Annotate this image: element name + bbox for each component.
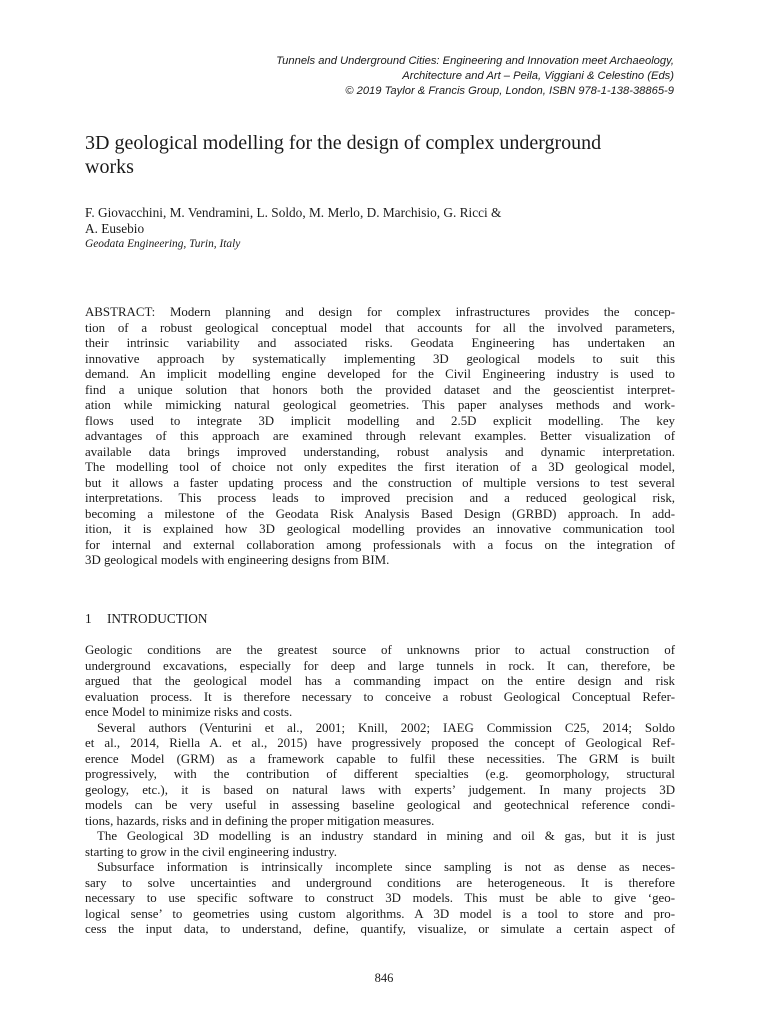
authors-line: A. Eusebio [85,221,145,236]
section-heading [85,611,207,627]
abstract-line: interpretations. This process leads to improved precision and a reduced geological risk, [85,491,675,505]
title-line: works [85,156,134,178]
body-line: Several authors (Venturini et al., 2001; Knill, 2002; IAEG Commission C25, 2014; Soldo [97,720,675,735]
page-number: 846 [374,971,394,985]
body-line: sary to solve uncertainties and underground conditions are heterogeneous. It is therefore [85,875,675,890]
title-line: 3D geological modelling for the design of complex underground [85,132,602,154]
abstract-line: for internal and external collaboration among professionals with a focus on the integration of [85,537,675,552]
paper-title [85,131,685,179]
body-line: geology, etc.), it is based on natural laws with experts’ judgement. In many projects 3D [85,782,675,797]
abstract-line: The modelling tool of choice not only expedites the first iteration of a 3D geological model, [85,460,675,474]
running-header [114,54,674,100]
body-line: starting to grow in the civil engineering industry. [85,844,337,859]
body-line: logical sense’ to geometries using custom algorithms. A 3D model is a tool to store and pro- [85,906,675,921]
authors-line: F. Giovacchini, M. Vendramini, L. Soldo, M. Merlo, D. Marchisio, G. Ricci & [85,205,502,220]
body-line: et al., 2014, Riella A. et al., 2015) have progressively proposed the concept of Geological Ref- [85,736,675,750]
abstract-line: ation while mimicking natural geological geometries. This paper analyses methods and work- [85,398,675,412]
abstract-line: demand. An implicit modelling engine developed for the Civil Engineering industry is used to [85,367,675,381]
author-list [85,205,685,237]
abstract-line: ition, it is explained how 3D geological modelling provides an innovative communication tool [85,522,675,536]
body-line: argued that the geological model has a commanding impact on the entire design and risk [85,674,675,688]
abstract-line: tion of a robust geological conceptual model that accounts for all the involved parameters, [85,320,675,335]
abstract-line: available data brings improved understanding, robust analysis and dynamic interpretation. [85,444,675,459]
header-line: © 2019 Taylor & Francis Group, London, ISBN 978-1-138-38865-9 [345,85,674,98]
body-line: erence Model (GRM) as a framework capable to fulfil these necessities. The GRM is built [85,751,675,766]
body-line: Subsurface information is intrinsically incomplete since sampling is not as dense as neces- [97,860,675,874]
body-line: underground excavations, especially for deep and large tunnels in rock. It can, therefore, be [85,658,675,673]
abstract-line: ABSTRACT: Modern planning and design for complex infrastructures provides the concep- [85,305,675,319]
body-line: Geologic conditions are the greatest source of unknowns prior to actual construction of [85,643,675,657]
introduction-body [85,643,675,938]
abstract-line: becoming a milestone of the Geodata Risk Analysis Based Design (GRBD) approach. In add- [85,506,675,521]
abstract-line: advantages of this approach are examined through relevant examples. Better visualization of [85,429,675,443]
affiliation: Geodata Engineering, Turin, Italy [85,238,241,250]
body-line: The Geological 3D modelling is an industry standard in mining and oil & gas, but it is just [97,829,675,843]
body-line: models can be very useful in assessing baseline geological and geotechnical reference condi- [85,798,675,812]
section-number: 1 [85,611,92,626]
header-line: Architecture and Art – Peila, Viggiani & Celestino (Eds) [402,70,674,83]
header-line: Tunnels and Underground Cities: Engineering and Innovation meet Archaeology, [276,55,674,67]
body-line: progressively, with the contribution of different specialties (e.g. geomorphology, structural [85,767,675,781]
body-line: evaluation process. It is therefore necessary to conceive a robust Geological Conceptual Refer- [85,689,675,704]
abstract-line: but it allows a faster updating process and the construction of multiple versions to test several [85,475,675,490]
body-line: tions, hazards, risks and in defining the proper mitigation measures. [85,813,435,828]
section-title: INTRODUCTION [107,611,208,626]
abstract [85,305,675,569]
abstract-line: their intrinsic variability and associated risks. Geodata Engineering has undertaken an [85,336,675,350]
abstract-line: innovative approach by systematically implementing 3D geological models to suit this [85,351,675,366]
abstract-line: 3D geological models with engineering designs from BIM. [85,553,390,567]
abstract-line: flows used to integrate 3D implicit modelling and 2.5D explicit modelling. The key [85,413,675,428]
body-line: necessary to use specific software to construct 3D models. This must be able to give ‘geo- [85,891,675,905]
body-line: cess the input data, to understand, define, quantify, visualize, or simulate a certain aspect of [85,922,675,936]
body-line: ence Model to minimize risks and costs. [85,705,293,719]
abstract-line: find a unique solution that honors both the provided dataset and the geoscientist interpret- [85,382,675,397]
